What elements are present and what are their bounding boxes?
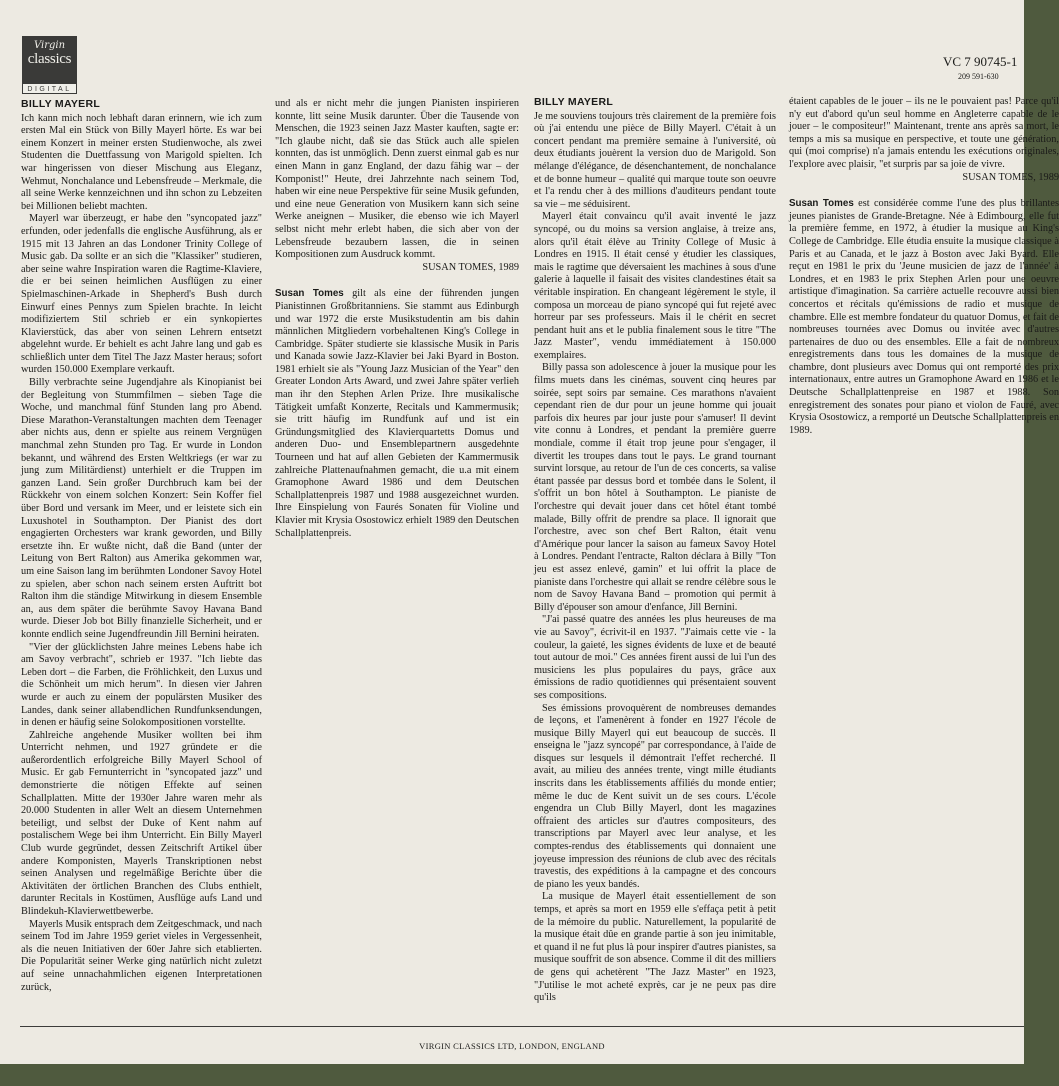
logo-digital-text: DIGITAL (22, 83, 77, 94)
german-paragraph: Zahlreiche angehende Musiker wollten bei ihm Unterricht nehmen, und 1927 gründete er die außerordentlich erfolgreiche Billy Mayerl School of Music. Er gab Fernunterricht in "syncopated jazz" und demonstrierte die nötigen Effekte auf seinen Schallplatten. Mitte der 1930er Jahre waren mehr als 20.000 Studenten in aller Welt an diesem Unternehmen beteiligt, und selbst der Duke of Kent nahm auf postalischem Wege bei ihm Unterricht. Ein Billy Mayerl Club wurde gegründet, dessen Zeitschrift Artikel über andere Komponisten, Mayerls Transkriptionen nebst seinen Analysen und regelmäßige Berichte über die Aktivitäten der örtlichen Branchen des Clubs enthielt, darunter Recitals in Kostümen, Ausflüge aufs Land und Blindekuh-Klavierwettbewerbe. (21, 729, 262, 917)
german-heading: BILLY MAYERL (21, 98, 101, 110)
german-signature: SUSAN TOMES, 1989 (422, 261, 519, 273)
german-paragraph: Billy verbrachte seine Jugendjahre als Kinopianist bei der Begleitung von Stummfilmen – sieben Tage die Woche, und manchmal fünf Stunden lang pro Abend. Diese Marathon-Veranstaltungen machten dem Teenager aber nichts aus, denn er spielte aus reinem Vergnügen manchmal zehn Stunden pro Tag. Er wurde in London bekannt, und während des Ersten Weltkriegs (er war zu jung zum Militärdienst) unterhielt er die Truppen im ganzen Land. Sein großer Durchbruch kam bei der Rückkehr von einem solchen Konzert: Sein Koffer fiel über Bord und versank im Meer, und er leistete sich ein Luxushotel in Southampton. Der Pianist des dort engagierten Orchesters war krank geworden, und Billy ersetzte ihn. Er wußte nicht, daß die Band (unter der Leitung von Bert Ralton) aus Amerika gekommen war, um eine Saison lang im berühmten Londoner Savoy Hotel zu spielen, aber schon nach seinem ersten Auftritt bot Ralton ihm die ständige Mitwirkung in diesem Ensemble an, aus dem später die berühmte Savoy Havana Band wurde. Dieser Job bot Billy finanzielle Sicherheit, und er konnte endlich seine Jugendfreundin Jill Bernini heiraten. (21, 377, 262, 640)
german-paragraph: Mayerls Musik entsprach dem Zeitgeschmack, und nach seinem Tod im Jahre 1959 geriet vieles in Vergessenheit, als die neuen Initiativen der 60er Jahre sich etablierten. Die Popularität seiner Werke ging natürlich nicht zuletzt auf seine unnachahmlichen eigenen Interpretationen zurück, (21, 918, 262, 993)
german-bio (275, 288, 519, 540)
german-column-2 (275, 98, 519, 540)
catalog-number: VC 7 90745-1 (943, 54, 1018, 69)
footer-divider (20, 1026, 1024, 1027)
logo-classics-text: classics (27, 51, 72, 67)
german-paragraph: "Vier der glücklichsten Jahre meines Lebens habe ich am Savoy verbracht", schrieb er 1937. "Ich liebte das Leben dort – die Farben, die Fröhlichkeit, den Luxus und die Schönheit um mich herum". In diesen vier Jahren wurde er auch zu einem der populärsten Musiker des Landes, dank seiner allabendlichen Rundfunksendungen, in denen er häufig seine Solokompositionen vorstellte. (21, 641, 262, 729)
french-paragraph: La musique de Mayerl était essentiellement de son temps, et après sa mort en 1959 elle s'effaça petit à petit de la mémoire du public. Naturellement, la popularité de la musique était dûe en grande partie à son jeu inimitable, et quand il ne fut plus là pour inspirer d'autres pianistes, sa musique souffrit de son absence. Comme il dit des milliers de gens qui achetèrent "The Jazz Master" en 1923, "J'utilise le mot acheté exprès, car je ne peux pas dire qu'ils (534, 891, 776, 1004)
german-paragraph: Ich kann mich noch lebhaft daran erinnern, wie ich zum ersten Mal ein Stück von Billy Mayerl hörte. Es war bei einem Konzert in meiner ersten Studienwoche, als zwei Studenten die Duettfassung von Marigold spielten. Ich war hingerissen von dieser Mischung aus Eleganz, Wehmut, Nonchalance und Lebensfreude – Merkmale, die all seine Werke kennzeichnen und ihn schon zu Lebzeiten bei Millionen beliebt machten. (21, 112, 262, 212)
french-bio (789, 198, 1059, 437)
german-column-1 (21, 98, 262, 994)
french-bio-name: Susan Tomes (789, 198, 854, 210)
virgin-classics-logo (22, 36, 77, 94)
footer-credit: VIRGIN CLASSICS LTD, LONDON, ENGLAND (419, 1041, 605, 1051)
german-bio-text: gilt als eine der führenden jungen Pianistinnen Großbritanniens. Sie stammt aus Edinburgh und war 1972 die erste Musikstudentin am bis dahin männlichen Mitgliedern vorbehaltenen King's College in Cambridge. Später studierte sie klassische Musik in Paris und Kanada sowie Jazz-Klavier bei Jaki Byard in Boston. 1981 erhielt sie als "Young Jazz Musician of the Year" den Greater London Arts Award, und zwei Jahre später verlieh man ihr den Stephen Arlen Prize. Ihre musikalische Tätigkeit umfaßt Konzerte, Recitals und Kammermusik; sie tritt häufig im Rundfunk auf und ist ein Gründungsmitglied des Klavierquartetts Domus und anderen Duo- und Ensemblepartnern ausgedehnte Tourneen und hat auf allen Gebieten der Kammermusik zahlreiche Plattenaufnahmen gemacht, die u.a mit einem Gramophone Award 1986 und dem Deutschen Schallplattenpreis 1987 und 1988 ausgezeichnet wurden. Ihre Einspielung von Faurés Sonaten für Violine und Klavier mit Krysia Osostowicz erhielt 1989 den Deutschen Schallplattenpreis. (275, 288, 519, 539)
german-paragraph: und als er nicht mehr die jungen Pianisten inspirieren konnte, litt seine Musik darunter. Über die Tausende von Menschen, die 1923 seinen Jazz Master kauften, sagte er: "Ich glaube nicht, daß sie das Stück auch alle spielen konnten, das ist unmöglich. Denn zuerst einmal gab es nur einen Mann in ganz England, der dazu fähig war – der Komponist!" Heute, drei Jahrzehnte nach seinem Tod, haben wir eine neue Perspektive für seine Musik gefunden, und eine neue Generation von Musikern kann sich seine Werke aneignen – Musiker, die ebenso wie ich Mayerl selbst nicht mehr erlebt haben, die sich aber von der Lebensfreude bezaubern lassen, die in seinen Kompositionen zum Ausdruck kommt. (275, 98, 519, 261)
french-paragraph: Mayerl était convaincu qu'il avait inventé le jazz syncopé, ou du moins sa version anglaise, à treize ans, alors qu'il était élève au Trinity College of Music à Londres en 1915. Il était censé y étudier les classiques, mais le ragtime que déversaient les machines à sous d'une galerie à laquelle il faisait des visites clandestines était sa véritable inspiration. En changeant légèrement le style, il composa un morceau de piano syncopé qui fut rejeté avec horreur par ses professeurs. Mais il le chérit en secret pendant huit ans et le publia finalement sous le titre "The Jazz Master", vendu immédiatement à 150.000 exemplaires. (534, 211, 776, 361)
catalog-code: 209 591-630 (958, 72, 999, 81)
logo-virgin-text: Virgin (33, 40, 66, 51)
french-paragraph: Billy passa son adolescence à jouer la musique pour les films muets dans les cinémas, souvent cinq heures par soirée, sept soirs par semaine. Ces marathons n'avaient cependant rien de dur pour un jeune homme qui jouait parfois dix heures par jour juste pour s'amuser! Il devint vite connu à Londres, et pendant la première guerre mondiale, comme il était trop jeune pour s'engager, il divertit les troupes dans tout le pays. Le grand tournant survint lorsque, au retour de l'un de ces concerts, sa valise étant passée par dessus bord et tombée dans le Solent, il s'offrit un bon hôtel à Southampton. Le pianiste de l'orchestre qui devait jouer dans cet hôtel étant tombé malade, Billy offrit de prendre sa place. Il ignorait que l'orchestre, avec son chef Bert Ralton, était venu d'Amérique pour lancer la saison au fameux Savoy Hotel à Londres. Pendant l'entracte, Ralton déclara à Billy "Ton jeu est assez enlevé, gamin" et lui offrit la place de pianiste dans l'orchestre qui allait se rendre célèbre sous le nom de Savoy Havana Band – promotion qui permit à Billy d'épouser son amour d'enfance, Jill Bernini. (534, 362, 776, 613)
french-bio-text: est considérée comme l'une des plus brillantes jeunes pianistes de Grande-Bretagne. Née à Edimbourg, elle fut la première femme, en 1972, à étudier la musique au King's College de Cambridge. Elle étudia ensuite la musique classique à Paris et au Canada, et le jazz à Boston avec Jaki Byard. Elle reçut en 1981 le prix du 'Jeune musicien de jazz de l'année' à Londres, et en 1983 le prix Stephen Arlen pour une oeuvre artistique d'imagination. Sa carrière actuelle recouvre aussi bien concertos et récitals qu'émissions de radio et musique de chambre. Elle est membre fondateur du quatuor Domus, et fait de nombreuses tournées avec Domus ou invitée avec d'autres partenaires de duo ou des ensembles. Elle a fait de nombreux enregistrements dans tous les domaines de la musique de chambre, dont plusieurs avec Domus qui ont remporté des prix internationaux, entre autres un Gramophone Award en 1986 et le Deutsche Schallplattenpreise en 1987 et 1988. Son enregistrement des sonates pour piano et violon de Fauré, avec Krysia Osostowicz, a remporté un Deutsche Schallplattenpreis en 1989. (789, 198, 1059, 436)
french-signature: SUSAN TOMES, 1989 (962, 171, 1059, 183)
french-paragraph: étaient capables de le jouer – ils ne le pouvaient pas! Parce qu'il n'y eut d'abord qu'un seul homme en Angleterre capable de le jouer – le compositeur!" Maintenant, trente ans après sa mort, le temps a mis sa musique en perspective, et toute une génération, qui (moi comprise) n'a jamais entendu les exécutions originales, l'explore avec plaisir, "et surpris par sa joie de vivre. (789, 96, 1059, 170)
french-heading: BILLY MAYERL (534, 96, 614, 108)
french-paragraph: Je me souviens toujours très clairement de la première fois où j'ai entendu une pièce de Billy Mayerl. C'était à un concert pendant ma première semaine à l'université, où deux étudiants jouèrent la version duo de Marigold. Son mélange d'élégance, de désenchantement, de nonchalance et de bonne humeur – qualité qui marque toute son oeuvre et l'a rendu cher à des millions d'auditeurs pendant toute sa vie – me séduisirent. (534, 110, 776, 210)
french-paragraph: Ses émissions provoquèrent de nombreuses demandes de leçons, et l'amenèrent à fonder en 1927 l'école de musique Billy Mayerl qui eut beaucoup de succès. Il enseigna le "jazz syncopé" par correspondance, à l'aide de disques sur lesquels il démontrait l'effet recherché. Il avait, au milieu des années trente, vingt mille étudiants inscrits dans les établissements affiliés du monde entier; même le duc de Kent suivit un de ses cours. L'école engendra un Club Billy Mayerl, dont les magazines offraient des articles sur d'autres compositeurs, des transcriptions par Mayerl avec leur analyse, et les comptes-rendus des établissements qui donnaient une joyeuse impression des réunions de club avec des récitals travestis, des expéditions à la campagne et des concours de piano les yeux bandés. (534, 702, 776, 890)
french-column-1 (534, 96, 776, 1005)
german-bio-name: Susan Tomes (275, 288, 344, 300)
french-paragraph: "J'ai passé quatre des années les plus heureuses de ma vie au Savoy", écrivit-il en 1937. "J'aimais cette vie - la couleur, la gaieté, les signes évidents de luxe et de beauté tout autour de moi." Ces années firent aussi de lui l'un des musiciens les plus populaires du pays, grâce aux émissions de radio quotidiennes qui présentaient souvent ses compositions. (534, 614, 776, 701)
french-column-2 (789, 96, 1059, 437)
german-paragraph: Mayerl war überzeugt, er habe den "syncopated jazz" erfunden, oder jedenfalls die englische Ausführung, als er 1915 mit 13 Jahren an das Londoner Trinity College of Music gab. Da sollte er an sich die "Klassiker" studieren, aber seine wahre Inspiration waren die Ragtime-Klaviere, die er bei seinen heimlichen Ausflügen zu einer Spielmaschinen-Arkade in Shepherd's Bush durch Einwurf eines Pennys zum Spielen brachte. In leicht modifiziertem Stil schrieb er ein synkopiertes Klavierstück, das aber von seinen Lehrern entsetzt abgelehnt wurde. Er behielt es acht Jahre lang und gab es schließlich unter dem Titel The Jazz Master heraus; sofort wurden 150.000 Exemplare verkauft. (21, 213, 262, 376)
